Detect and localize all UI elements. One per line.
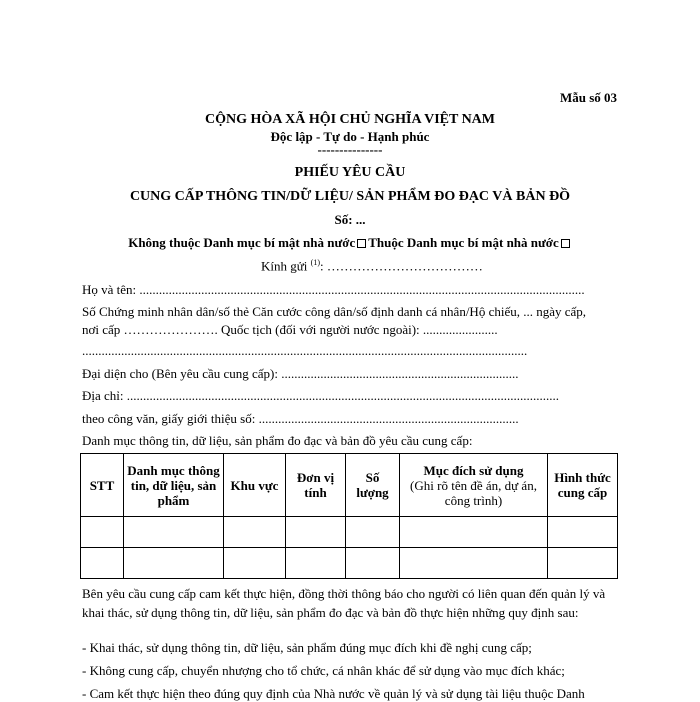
table-cell[interactable] xyxy=(286,548,346,579)
classification-line xyxy=(0,235,700,251)
addressee-dots: : ……………………………… xyxy=(320,258,483,274)
table-cell[interactable] xyxy=(346,517,400,548)
id-field-line-2: nơi cấp …………………. Quốc tịch (đối với người nước ngoài): ....................... xyxy=(82,322,498,337)
header-quantity: Số lượng xyxy=(346,454,400,517)
commitment-bullet-1: - Khai thác, sử dụng thông tin, dữ liệu, sản phẩm đúng mục đích khi đề nghị cung cấp; xyxy=(82,640,532,655)
table-cell[interactable] xyxy=(346,548,400,579)
name-field: Họ và tên: ......................................................................................................................................... xyxy=(82,282,585,297)
form-subtitle: CUNG CẤP THÔNG TIN/DỮ LIỆU/ SẢN PHẨM ĐO ĐẠC VÀ BẢN ĐỒ xyxy=(129,189,571,204)
nation-heading: CỘNG HÒA XÃ HỘI CHỦ NGHĨA VIỆT NAM xyxy=(204,112,495,127)
table-cell[interactable] xyxy=(124,548,224,579)
addressee-label: Kính gửi xyxy=(261,258,308,274)
header-form: Hình thức cung cấp xyxy=(548,454,618,517)
table-cell[interactable] xyxy=(286,517,346,548)
addressee-line xyxy=(261,258,483,274)
blank-dots-line: ......................................................................................................................................... xyxy=(82,343,528,358)
form-number: Mẫu số 03 xyxy=(559,90,617,105)
motto: Độc lập - Tự do - Hạnh phúc xyxy=(270,129,430,144)
header-purpose-note: (Ghi rõ tên đề án, dự án, công trình) xyxy=(410,477,537,508)
represent-field: Đại diện cho (Bên yêu cầu cung cấp): ......................................................................... xyxy=(82,366,519,381)
table-cell[interactable] xyxy=(224,517,286,548)
header-catalog: Danh mục thông tin, dữ liệu, sản phẩm xyxy=(124,454,224,517)
table-cell[interactable] xyxy=(124,517,224,548)
checkbox-secret[interactable] xyxy=(561,239,570,248)
classification-option-not-secret: Không thuộc Danh mục bí mật nhà nước xyxy=(128,235,356,250)
commitment-paragraph: Bên yêu cầu cung cấp cam kết thực hiện, đồng thời thông báo cho người có liên quan đến quản lý và khai thác, sử dụng thông tin, dữ liệu, sản phẩm đo đạc và bản đồ thực hiện những quy định sau: xyxy=(82,586,606,620)
table-cell[interactable] xyxy=(81,548,124,579)
header-unit: Đơn vị tính xyxy=(286,454,346,517)
header-purpose-title: Mục đích sử dụng xyxy=(423,462,524,478)
header-area: Khu vực xyxy=(224,454,286,517)
header-stt: STT xyxy=(81,454,124,517)
classification-option-secret: Thuộc Danh mục bí mật nhà nước xyxy=(368,235,559,250)
addressee-footnote: (1) xyxy=(310,258,320,267)
motto-rule: --------------- xyxy=(317,142,383,157)
table-header-row xyxy=(81,454,618,517)
header-purpose xyxy=(400,454,548,517)
table-row xyxy=(81,517,618,548)
id-field-line-1: Số Chứng minh nhân dân/số thẻ Căn cước công dân/số định danh cá nhân/Hộ chiếu, ... ngày cấp, xyxy=(82,304,587,319)
document-number: Số: ... xyxy=(334,212,366,227)
table-cell[interactable] xyxy=(81,517,124,548)
request-table xyxy=(80,453,618,579)
form-title: PHIẾU YÊU CẦU xyxy=(294,165,406,180)
checkbox-not-secret[interactable] xyxy=(357,239,366,248)
commitment-bullet-2: - Không cung cấp, chuyển nhượng cho tổ chức, cá nhân khác để sử dụng vào mục đích khác; xyxy=(82,663,565,678)
letter-field: theo công văn, giấy giới thiệu số: ................................................................................ xyxy=(82,411,519,426)
table-cell[interactable] xyxy=(400,517,548,548)
table-cell[interactable] xyxy=(548,548,618,579)
table-row xyxy=(81,548,618,579)
list-intro: Danh mục thông tin, dữ liệu, sản phẩm đo đạc và bản đồ yêu cầu cung cấp: xyxy=(82,433,473,448)
table-cell[interactable] xyxy=(548,517,618,548)
table-cell[interactable] xyxy=(400,548,548,579)
table-cell[interactable] xyxy=(224,548,286,579)
commitment-bullet-3: - Cam kết thực hiện theo đúng quy định của Nhà nước về quản lý và sử dụng tài liệu thuộc Danh xyxy=(82,686,585,701)
address-field: Địa chỉ: ..................................................................................................................................... xyxy=(82,388,560,403)
